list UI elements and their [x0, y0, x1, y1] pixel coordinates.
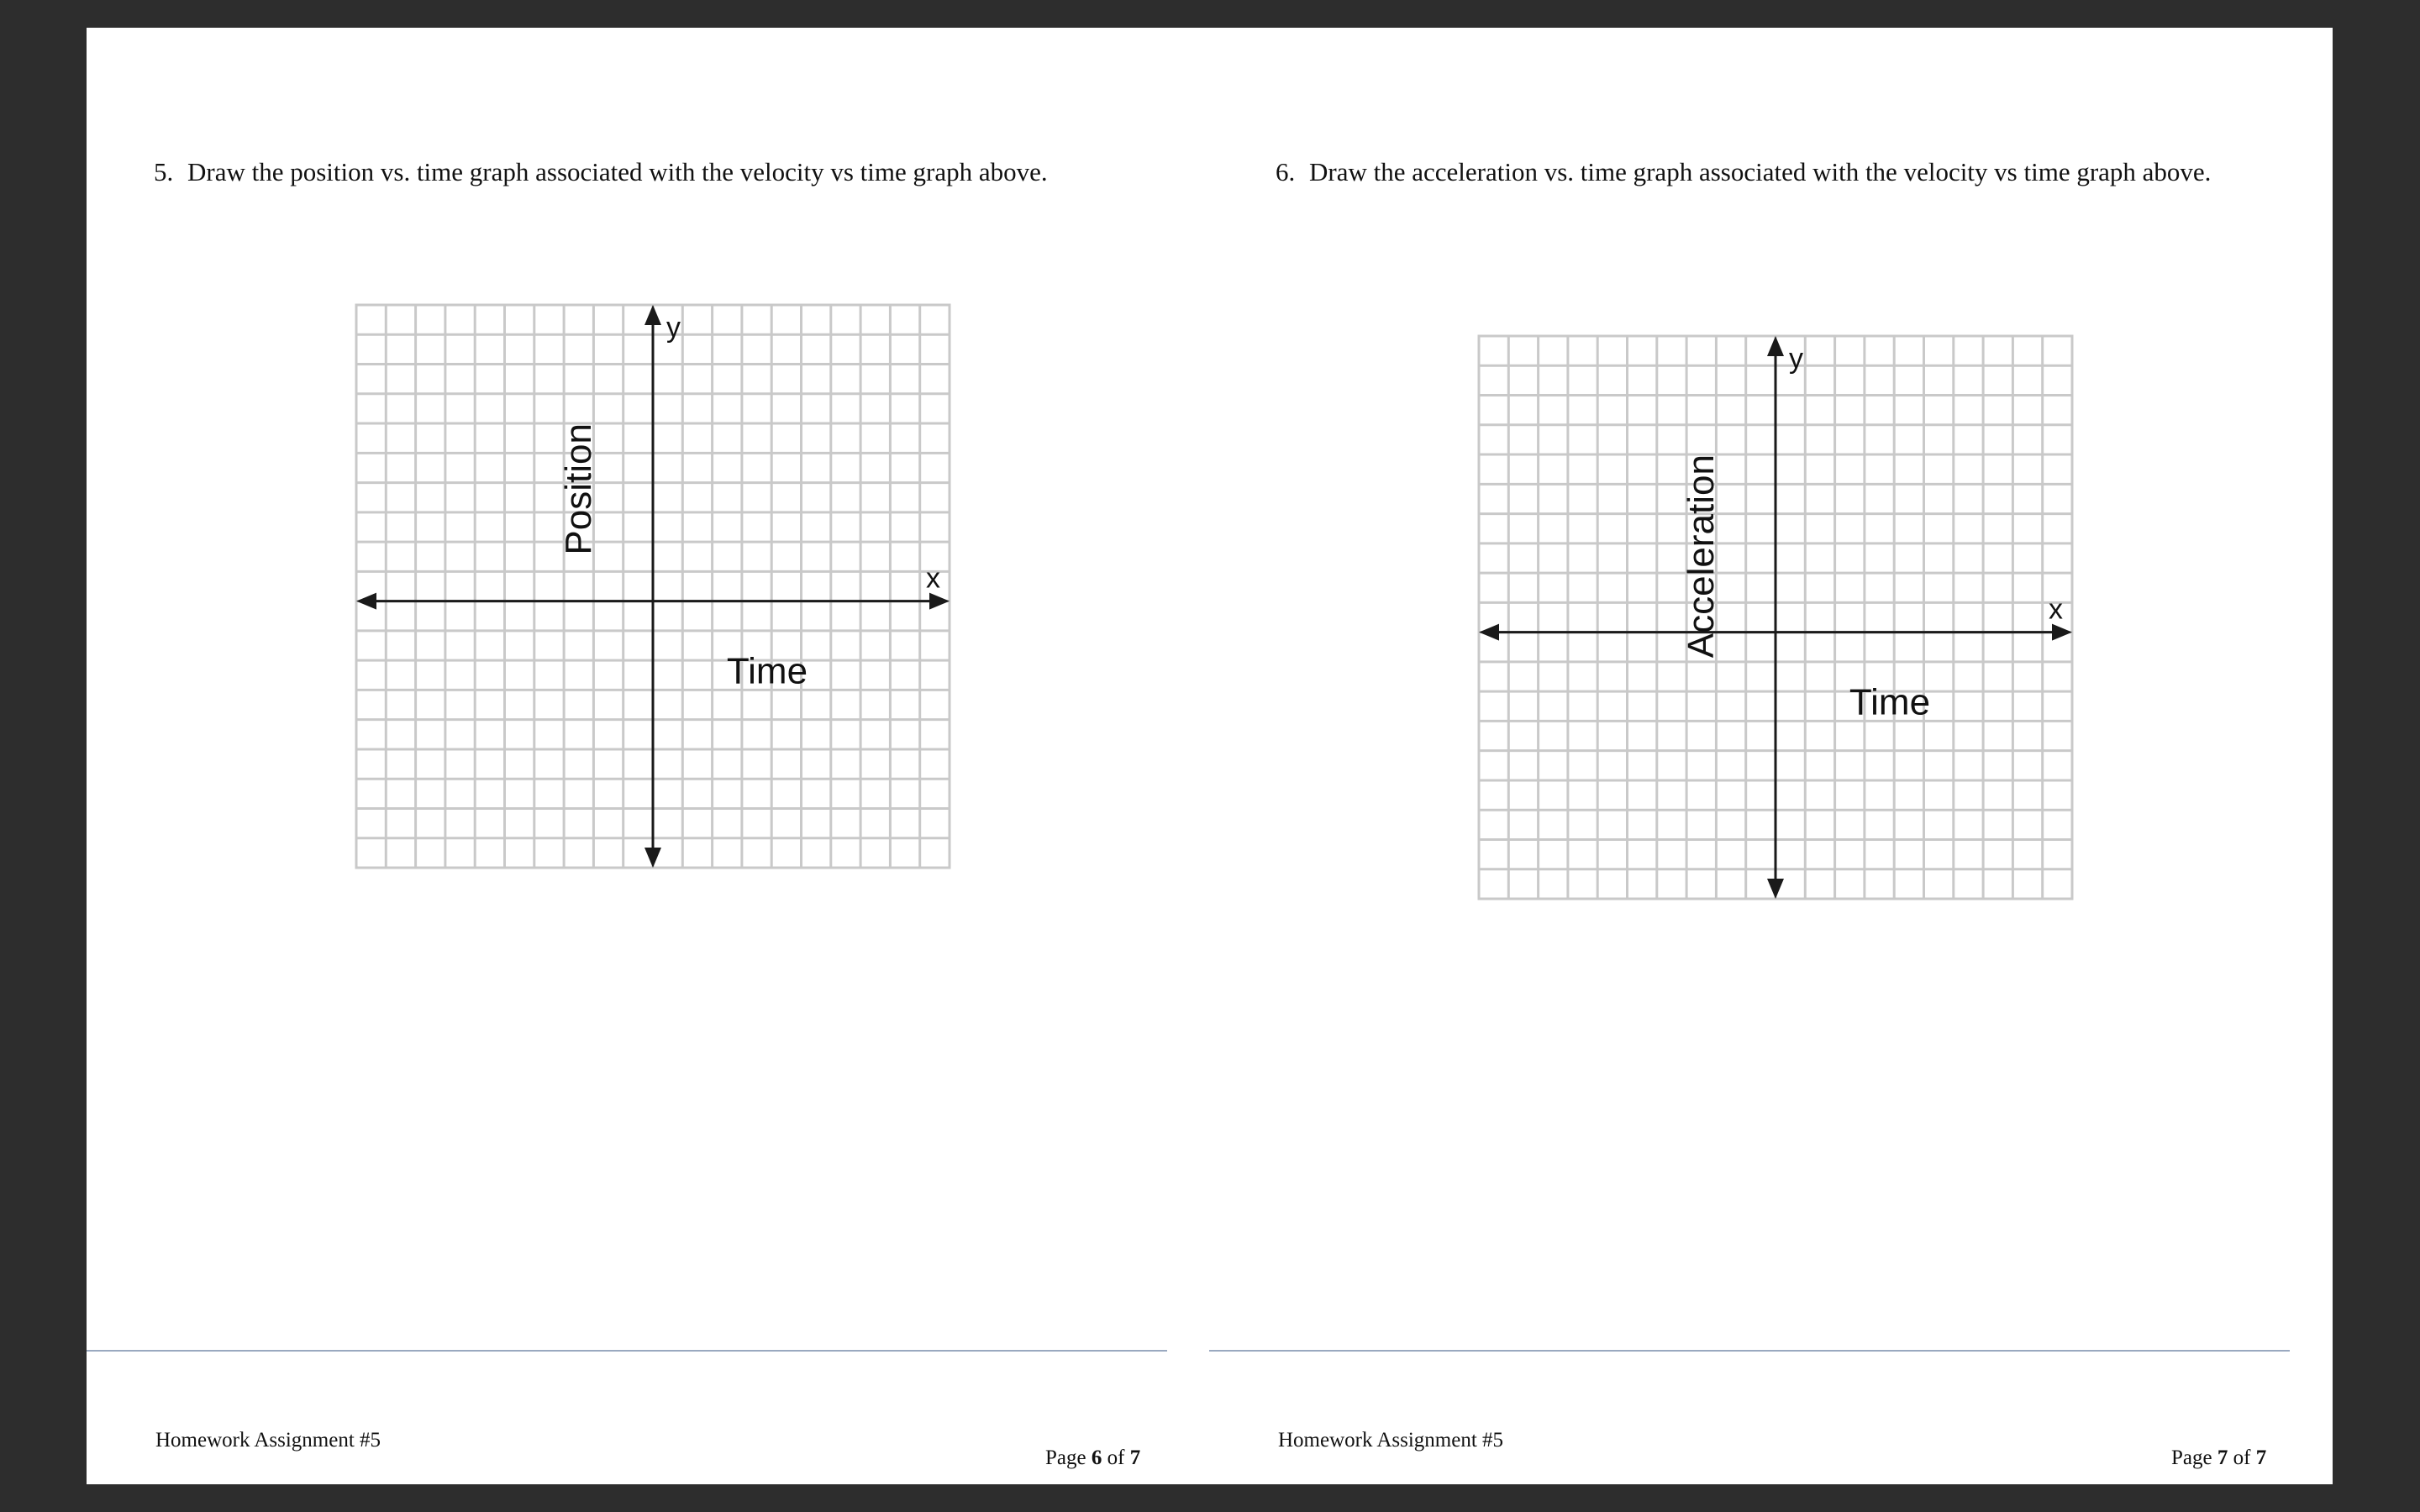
question-text: Draw the position vs. time graph associated with the velocity vs time graph above. — [187, 157, 1048, 186]
y-axis-title: Position — [557, 423, 599, 555]
question-number: 5. — [154, 157, 174, 186]
x-axis-letter: x — [2049, 593, 2063, 626]
page-word: Page — [1045, 1446, 1086, 1469]
footer-title: Homework Assignment #5 — [155, 1429, 381, 1452]
position-time-grid — [348, 297, 958, 880]
grid-svg — [1470, 328, 2081, 907]
y-axis-letter: y — [666, 312, 681, 344]
page-indicator — [2171, 1446, 2266, 1470]
footer-divider — [1209, 1350, 2290, 1352]
x-axis-title: Time — [1849, 681, 1931, 723]
page-total: 7 — [2255, 1446, 2267, 1469]
question-5 — [154, 156, 1196, 187]
grid-svg — [348, 297, 958, 876]
question-text: Draw the acceleration vs. time graph associated with the velocity vs time graph above. — [1309, 157, 2212, 186]
page-total: 7 — [1129, 1446, 1141, 1469]
y-axis-letter: y — [1789, 343, 1803, 375]
page-indicator — [1045, 1446, 1140, 1470]
page-of: of — [2233, 1446, 2251, 1469]
y-axis-title: Acceleration — [1680, 454, 1722, 659]
footer-title: Homework Assignment #5 — [1278, 1429, 1504, 1452]
page-current: 6 — [1091, 1446, 1102, 1469]
page-current: 7 — [2217, 1446, 2228, 1469]
question-number: 6. — [1276, 157, 1296, 186]
footer-divider — [87, 1350, 1167, 1352]
x-axis-letter: x — [926, 562, 940, 595]
x-axis-title: Time — [726, 650, 808, 692]
page-word: Page — [2171, 1446, 2212, 1469]
acceleration-time-grid — [1470, 328, 2081, 911]
page-of: of — [1107, 1446, 1125, 1469]
document-pages — [87, 28, 2333, 1484]
question-6 — [1276, 156, 2301, 187]
